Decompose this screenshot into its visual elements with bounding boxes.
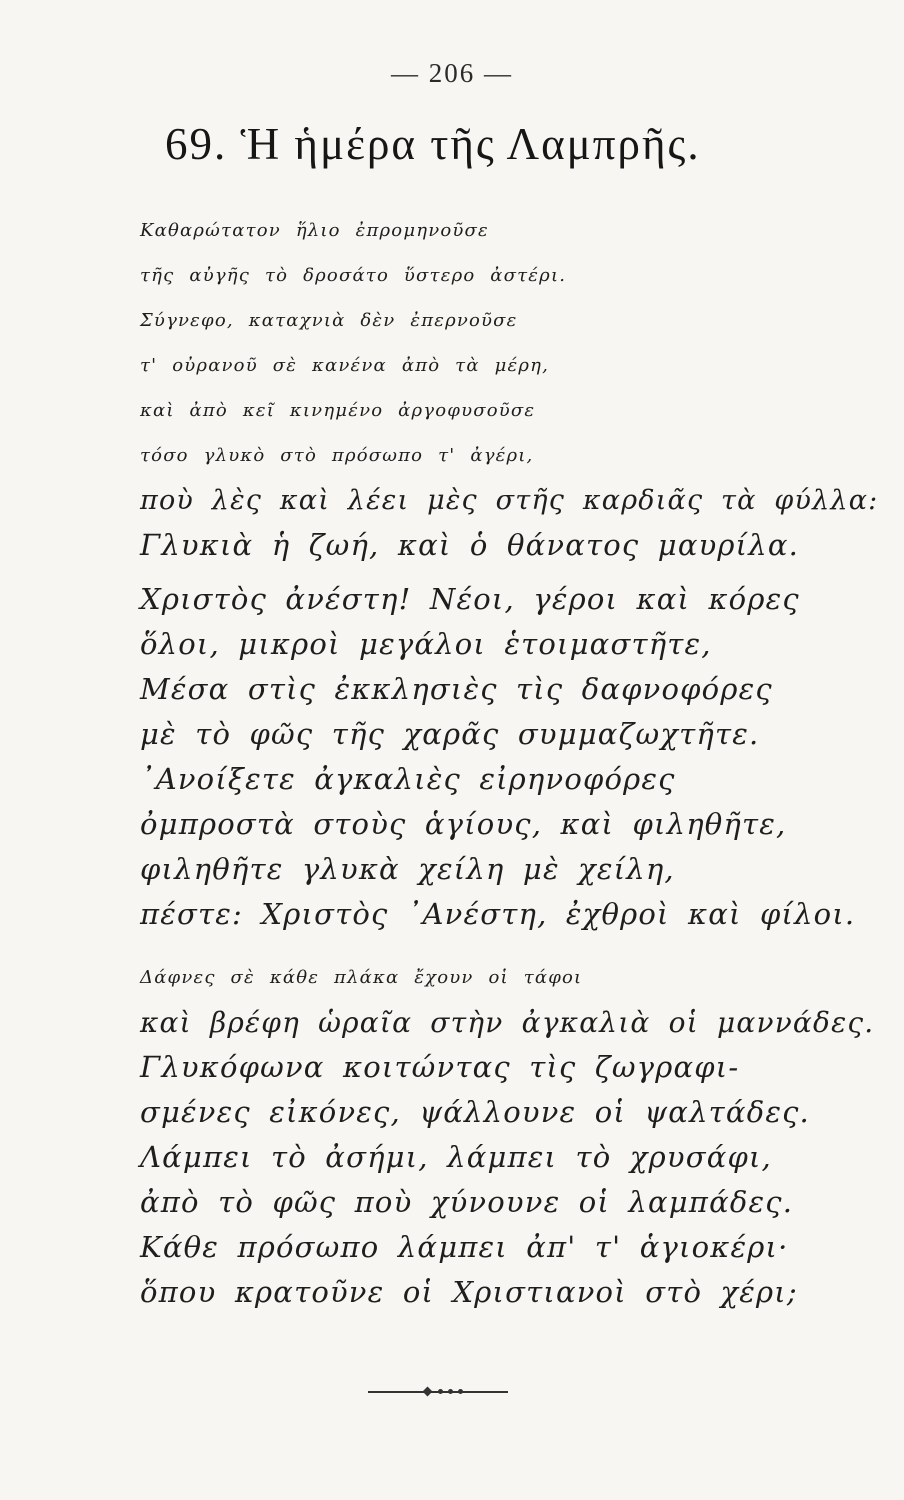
- verse-line: ἀπὸ τὸ φῶς ποὺ χύνουνε οἱ λαμπάδες.: [140, 1185, 794, 1219]
- verse-line: ὅλοι, μικροὶ μεγάλοι ἑτοιμαστῆτε,: [140, 627, 712, 661]
- ornament-dot: [438, 1389, 443, 1394]
- ornament-diamond: [423, 1387, 433, 1397]
- verse-line: Γλυκιὰ ἡ ζωή, καὶ ὁ θάνατος μαυρίλα.: [140, 528, 800, 562]
- verse-line: ὅπου κρατοῦνε οἱ Χριστιανοὶ στὸ χέρι;: [140, 1275, 798, 1309]
- ornament-dot: [448, 1389, 453, 1394]
- end-ornament: [368, 1388, 508, 1396]
- verse-line: Δάφνες σὲ κάθε πλάκα ἔχουν οἱ τάφοι: [140, 967, 583, 988]
- verse-line: Λάμπει τὸ ἀσήμι, λάμπει τὸ χρυσάφι,: [140, 1140, 772, 1174]
- verse-line: φιληθῆτε γλυκὰ χείλη μὲ χείλη,: [140, 852, 675, 886]
- verse-line: καὶ ἀπὸ κεῖ κινημένο ἀργοφυσοῦσε: [140, 400, 536, 421]
- verse-line: μὲ τὸ φῶς τῆς χαρᾶς συμμαζωχτῆτε.: [140, 717, 760, 751]
- stanza-1: [140, 208, 878, 568]
- verse-line: ᾿Ανοίξετε ἀγκαλιὲς εἰρηνοφόρες: [140, 762, 676, 796]
- verse-line: Καθαρώτατον ἥλιο ἐπρομηνοῦσε: [140, 220, 489, 241]
- verse-line: τ' οὐρανοῦ σὲ κανένα ἀπὸ τὰ μέρη,: [140, 355, 550, 376]
- verse-line: Κάθε πρόσωπο λάμπει ἀπ' τ' ἁγιοκέρι·: [140, 1230, 789, 1264]
- verse-line: σμένες εἰκόνες, ψάλλουνε οἱ ψαλτάδες.: [140, 1095, 810, 1129]
- stanza-3: [140, 955, 874, 1315]
- verse-line: Μέσα στὶς ἐκκλησιὲς τὶς δαφνοφόρες: [140, 672, 773, 706]
- verse-line: τῆς αὐγῆς τὸ δροσάτο ὕστερο ἀστέρι.: [140, 265, 567, 286]
- verse-line: Χριστὸς ἀνέστη! Νέοι, γέροι καὶ κόρες: [140, 582, 800, 616]
- poem-title: 69. Ἡ ἡμέρα τῆς Λαμπρῆς.: [165, 119, 701, 169]
- verse-line: καὶ βρέφη ὡραῖα στὴν ἀγκαλιὰ οἱ μαννάδες.: [140, 1006, 875, 1039]
- ornament-dot: [458, 1389, 463, 1394]
- verse-line: πέστε: Χριστὸς ᾿Ανέστη, ἐχθροὶ καὶ φίλοι.: [140, 897, 856, 931]
- verse-line: Γλυκόφωνα κοιτώντας τὶς ζωγραφι-: [140, 1050, 740, 1084]
- verse-line: ὀμπροστὰ στοὺς ἁγίους, καὶ φιληθῆτε,: [140, 807, 787, 841]
- page-number: — 206 —: [391, 58, 513, 88]
- stanza-2: [140, 577, 855, 937]
- verse-line: ποὺ λὲς καὶ λέει μὲς στῆς καρδιᾶς τὰ φύλλα:: [140, 485, 879, 516]
- verse-line: Σύγνεφο, καταχνιὰ δὲν ἐπερνοῦσε: [140, 310, 518, 331]
- verse-line: τόσο γλυκὸ στὸ πρόσωπο τ' ἀγέρι,: [140, 445, 534, 466]
